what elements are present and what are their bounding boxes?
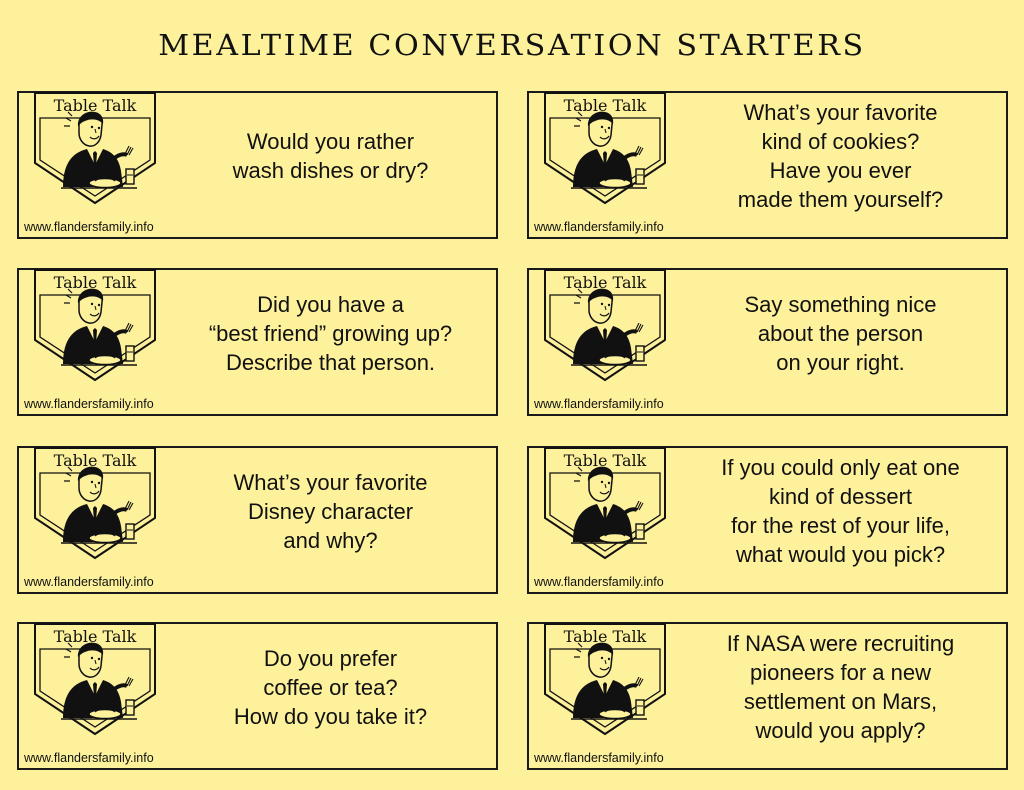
website-url: www.flandersfamily.info bbox=[534, 220, 664, 234]
page-title: MEALTIME CONVERSATION STARTERS bbox=[158, 28, 866, 62]
badge-label: Table Talk bbox=[563, 451, 647, 470]
website-url: www.flandersfamily.info bbox=[24, 751, 154, 765]
question-text: Would you rather wash dishes or dry? bbox=[232, 129, 429, 183]
badge-label: Table Talk bbox=[53, 451, 137, 470]
question-text: Did you have a “best friend” growing up? Describe that person. bbox=[208, 291, 453, 375]
website-url: www.flandersfamily.info bbox=[534, 751, 664, 765]
conversation-card bbox=[527, 91, 1008, 239]
website-url: www.flandersfamily.info bbox=[24, 220, 154, 234]
conversation-card bbox=[527, 268, 1008, 416]
conversation-card bbox=[17, 622, 498, 770]
badge-label: Table Talk bbox=[53, 96, 137, 115]
website-url: www.flandersfamily.info bbox=[24, 397, 154, 411]
badge-label: Table Talk bbox=[563, 96, 647, 115]
website-url: www.flandersfamily.info bbox=[534, 397, 664, 411]
question-text: Say something nice about the person on your right. bbox=[744, 291, 937, 375]
question-text: What’s your favorite kind of cookies? Have you ever made them yourself? bbox=[737, 100, 944, 212]
conversation-card bbox=[17, 91, 498, 239]
question-text: If you could only eat one kind of dessert for the rest of your life, what would you pick? bbox=[721, 455, 960, 567]
conversation-card bbox=[527, 622, 1008, 770]
question-text: What’s your favorite Disney character and why? bbox=[233, 469, 428, 553]
conversation-card bbox=[527, 446, 1008, 594]
conversation-card bbox=[17, 268, 498, 416]
website-url: www.flandersfamily.info bbox=[534, 575, 664, 589]
badge-label: Table Talk bbox=[563, 273, 647, 292]
question-text: Do you prefer coffee or tea? How do you take it? bbox=[233, 645, 428, 729]
website-url: www.flandersfamily.info bbox=[24, 575, 154, 589]
badge-label: Table Talk bbox=[53, 273, 137, 292]
question-text: If NASA were recruiting pioneers for a new settlement on Mars, would you apply? bbox=[726, 631, 955, 743]
badge-label: Table Talk bbox=[563, 627, 647, 646]
badge-label: Table Talk bbox=[53, 627, 137, 646]
conversation-card bbox=[17, 446, 498, 594]
